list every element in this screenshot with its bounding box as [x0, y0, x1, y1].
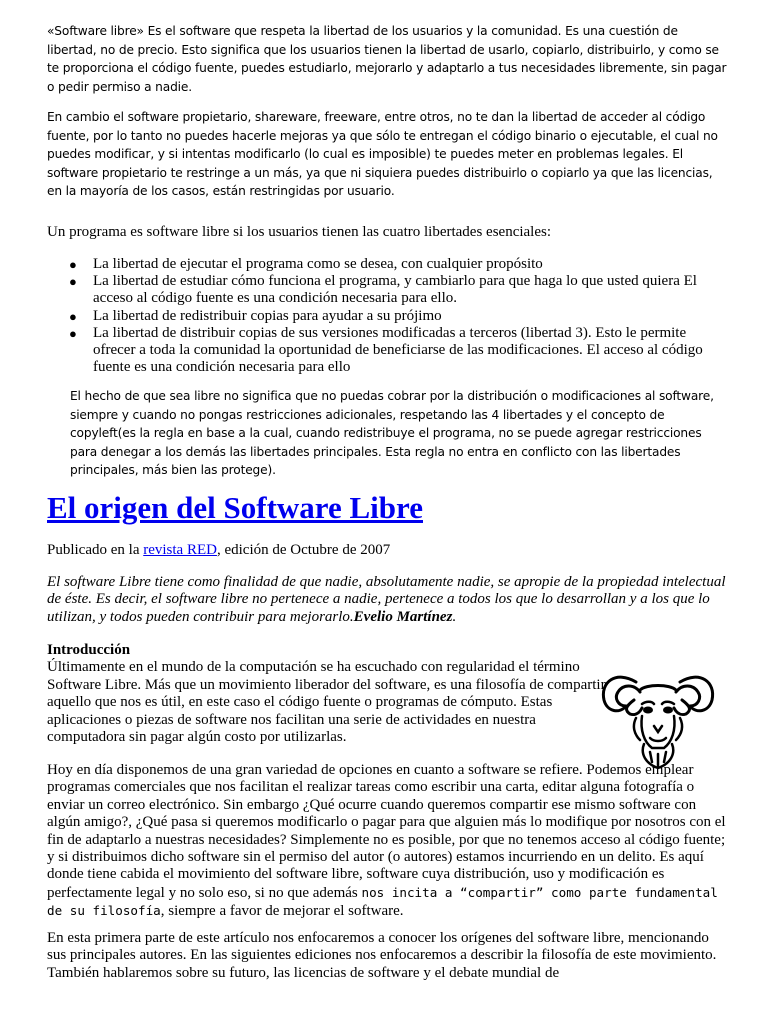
gnu-head-icon: [596, 660, 720, 772]
bullet-icon: ●: [69, 274, 77, 290]
list-item: ● La libertad de distribuir copias de sus versiones modificadas a terceros (libertad 3). Esto le permite ofrecer a toda la comunidad la oportunidad de beneficiarse de las modificaciones. El acceso al código fuente es una condición necesaria para ello: [69, 324, 703, 376]
bullet-icon: ●: [69, 257, 77, 272]
revista-red-link[interactable]: revista RED: [143, 542, 217, 558]
freedoms-list: [47, 256, 727, 376]
published-line: Publicado en la revista RED, edición de Octubre de 2007: [47, 542, 391, 558]
paragraph-four-freedoms-intro: Un programa es software libre si los usuarios tienen las cuatro libertades esenciales:: [47, 224, 552, 240]
paragraph-copyleft: El hecho de que sea libre no significa que no puedas cobrar por la distribución o modificaciones al software, siempre y cuando no pongas restricciones adicionales, respetando las 4 libertades y el concepto de copyleft(es la regla en base a la cual, cuando redistribuye el programa, no se puede agregar restricciones para denegar a los demás las libertades principales. Esta regla no entra en conflicto con las libertades principales, más bien las protege).: [70, 389, 714, 478]
paragraph-article-plan: En esta primera parte de este artículo nos enfocaremos a conocer los orígenes del software libre, mencionando sus principales autores. En las siguientes ediciones nos enfocaremos a describir la filosofía de este movimiento. También hablaremos sobre su futuro, las licencias de software y el debate mundial de: [47, 930, 717, 981]
list-item: ● La libertad de estudiar cómo funciona el programa, y cambiarlo para que haga lo que usted quiera El acceso al código fuente es una condición necesaria para ello.: [69, 273, 697, 307]
list-item: ● La libertad de ejecutar el programa como se desea, con cualquier propósito: [69, 256, 543, 272]
article-epigraph: El software Libre tiene como finalidad de que nadie, absolutamente nadie, se apropie de la propiedad intelectual de éste. Es decir, el software libre no pertenece a nadie, pertenece a todos los que lo desarrollan y a los que lo utilizan, y todos pueden contribuir para mejorarlo.Evelio Martínez.: [47, 574, 726, 625]
article-title-link[interactable]: El origen del Software Libre: [47, 490, 423, 525]
paragraph-definition: «Software libre» Es el software que respeta la libertad de los usuarios y la comunidad. Es una cuestión de libertad, no de precio. Esto significa que los usuarios tienen la libertad de usarlo, copiarlo, distribuirlo, y como se te proporciona el código fuente, puedes estudiarlo, mejorarlo y adaptarlo a tus necesidades libremente, sin pagar o pedir permiso a nadie.: [47, 24, 727, 94]
introduction-section: [47, 642, 607, 746]
intro-heading: Introducción: [47, 642, 131, 658]
list-item: ● La libertad de redistribuir copias para ayudar a su prójimo: [69, 307, 442, 324]
bullet-icon: ●: [69, 308, 77, 324]
paragraph-proprietary: En cambio el software propietario, shareware, freeware, entre otros, no te dan la libertad de acceder al código fuente, por lo tanto no puedes hacerle mejoras ya que sólo te entregan el código binario o ejecutable, el cual no puedes modificar, y si intentas modificarlo (lo cual es imposible) te puedes meter en problemas legales. El software propietario te restringe a un más, ya que ni siquiera puedes distribuirlo o copiarlo ya que las licencias, en la mayoría de los casos, están restringidas por usuario.: [47, 110, 718, 199]
paragraph-software-options: Hoy en día disponemos de una gran variedad de opciones en cuanto a software se refiere. Podemos emplear programas comerciales que nos facilitan el realizar tareas como escribir una carta, editar alguna fotografía o enviar un correo electrónico. Sin embargo ¿Qué ocurre cuando queremos compartir ese mismo software con algún amigo?, ¿Qué pasa si queremos modificarlo o pagar para que alguien más lo modifique por nosotros con el fin de adaptarlo a nuestras necesidades? Simplemente no es posible, por que no tenemos acceso al código fuente; y si distribuimos dicho software sin el permiso del autor (o autores) estamos incurriendo en un delito. Es aquí donde tiene cabida el movimiento del software libre, software cuya distribución, uso y modificación es perfectamente legal y no solo eso, si no que además nos incita a “compartir” como parte fundamental de su filosofía, siempre a favor de mejorar el software.: [47, 762, 726, 920]
quote-author: Evelio Martínez: [353, 608, 453, 625]
bullet-icon: ●: [69, 325, 77, 341]
intro-paragraph: Últimamente en el mundo de la computación se ha escuchado con regularidad el término Software Libre. Más que un movimiento liberador del software, es una filosofía de compartir aquello que nos es útil, en este caso el código fuente o programas de cómputo. Estas aplicaciones o piezas de software nos facilitan una serie de actividades en nuestra computadora sin pagar algún costo por utilizarlas.: [47, 659, 606, 746]
